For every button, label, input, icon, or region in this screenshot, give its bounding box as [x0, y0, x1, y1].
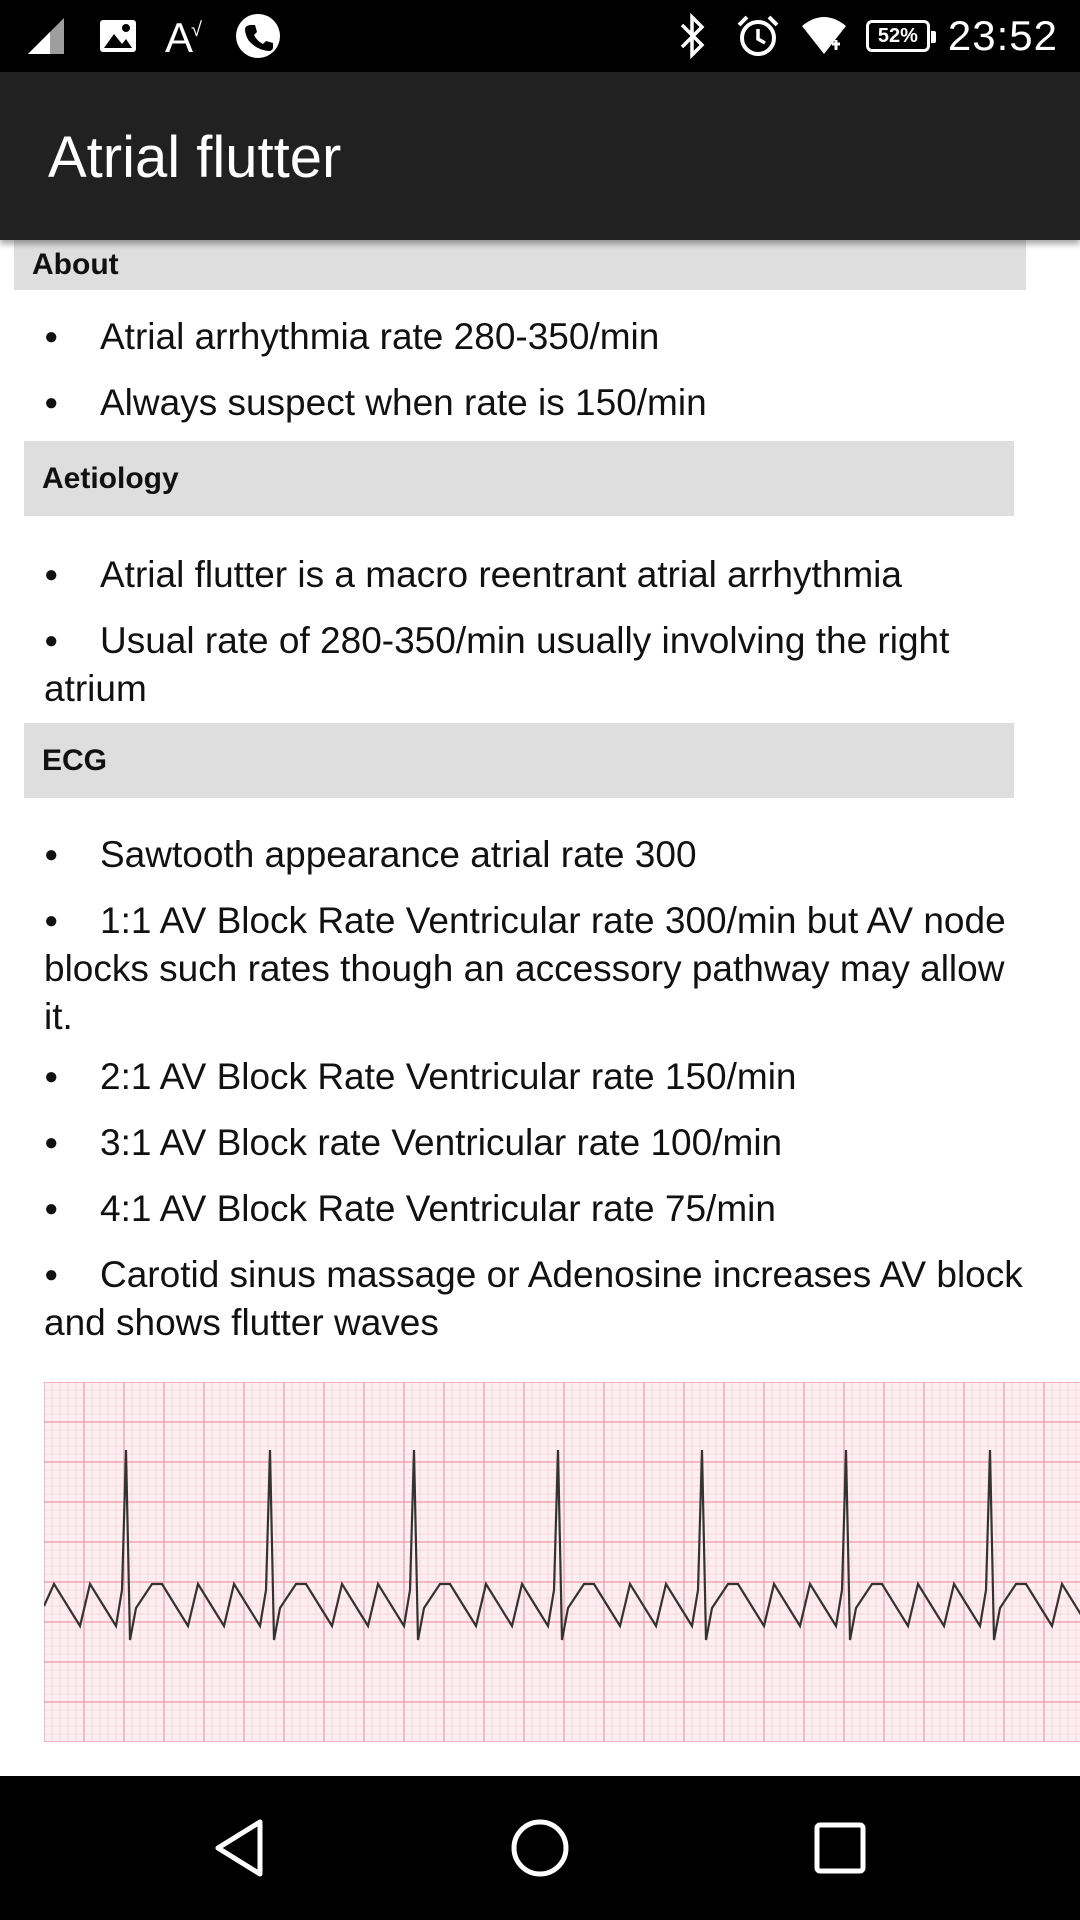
list-item: ● 3:1 AV Block rate Ventricular rate 100/min	[44, 1118, 1024, 1166]
page-title: Atrial flutter	[48, 125, 342, 190]
list-item: ● Atrial arrhythmia rate 280-350/min	[44, 312, 1024, 360]
bullet-icon: ●	[44, 841, 59, 869]
bullet-icon: ●	[44, 907, 59, 935]
list-item: ● Usual rate of 280-350/min usually involving the right atrium	[44, 620, 950, 710]
list-item: ● 1:1 AV Block Rate Ventricular rate 300/min but AV node blocks such rates though an accessory pathway may allow it.	[44, 900, 1006, 1038]
back-button[interactable]	[204, 1812, 276, 1884]
list-item: ● Atrial flutter is a macro reentrant atrial arrhythmia	[44, 550, 1024, 598]
image-icon	[94, 12, 142, 60]
bullet-icon: ●	[44, 389, 59, 417]
section-header-about: About	[14, 240, 1026, 290]
clock: 23:52	[947, 12, 1058, 59]
section-header-ecg: ECG	[24, 723, 1014, 798]
wifi-icon	[800, 12, 848, 60]
bullet-icon: ●	[44, 561, 59, 589]
phone-icon	[234, 12, 282, 60]
font-icon	[164, 12, 212, 60]
bullet-icon: ●	[44, 1063, 59, 1091]
list-item: ● Always suspect when rate is 150/min	[44, 378, 1024, 426]
signal-icon	[24, 12, 72, 60]
recents-icon	[810, 1818, 870, 1878]
svg-text:√: √	[191, 19, 202, 41]
navigation-bar	[0, 1776, 1080, 1920]
battery-percent: 52%	[877, 24, 918, 47]
ecg-strip-image	[44, 1382, 1080, 1742]
section-header-aetiology: Aetiology	[24, 441, 1014, 516]
svg-text:A: A	[165, 14, 194, 58]
list-item: ● 4:1 AV Block Rate Ventricular rate 75/min	[44, 1184, 1024, 1232]
alarm-icon	[734, 12, 782, 60]
list-item: ● 2:1 AV Block Rate Ventricular rate 150/min	[44, 1052, 1024, 1100]
home-button[interactable]	[504, 1812, 576, 1884]
recents-button[interactable]	[804, 1812, 876, 1884]
home-icon	[508, 1816, 572, 1880]
list-item: ● Carotid sinus massage or Adenosine increases AV block and shows flutter waves	[44, 1254, 1023, 1344]
app-bar	[0, 72, 1080, 240]
battery-icon	[866, 20, 930, 52]
back-icon	[210, 1816, 270, 1880]
bullet-icon: ●	[44, 1261, 59, 1289]
article-content[interactable]	[0, 240, 1080, 1776]
status-bar	[0, 0, 1080, 72]
list-item: ● Sawtooth appearance atrial rate 300	[44, 830, 1024, 878]
bluetooth-icon	[668, 12, 716, 60]
bullet-icon: ●	[44, 627, 59, 655]
bullet-icon: ●	[44, 1195, 59, 1223]
bullet-icon: ●	[44, 1129, 59, 1157]
bullet-icon: ●	[44, 323, 59, 351]
